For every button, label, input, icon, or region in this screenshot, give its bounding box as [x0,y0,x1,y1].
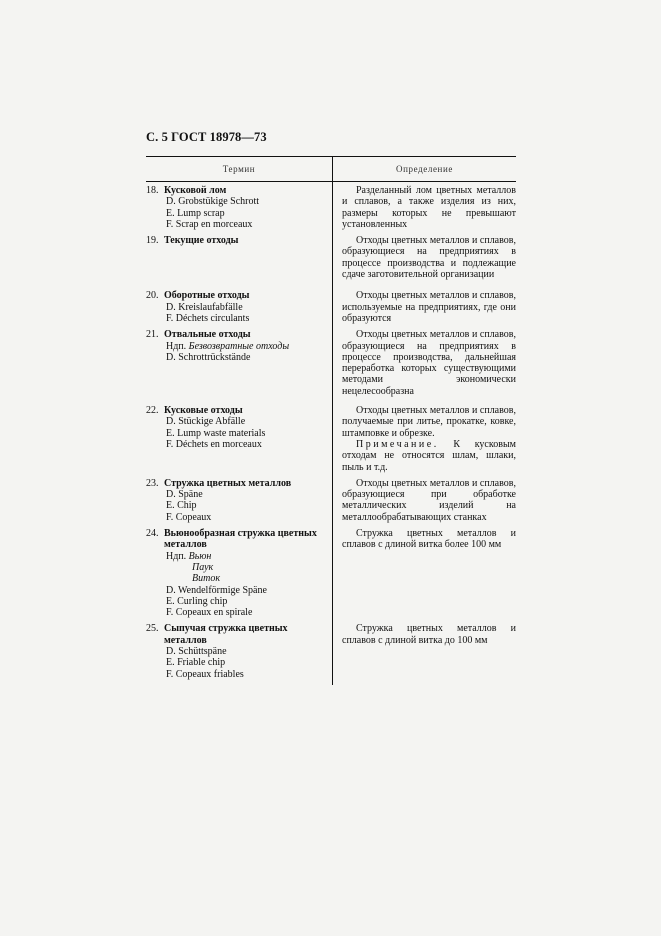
page-header: С. 5 ГОСТ 18978—73 [146,130,267,144]
term-name: Оборотные отходы [164,290,250,302]
term-number: 23. [146,477,159,489]
foreign-equivalent: E. Friable chip [166,657,226,669]
deprecated-term-line [146,341,329,352]
foreign-equivalent: E. Curling chip [166,595,228,607]
foreign-equivalent: F. Déchets circulants [166,312,250,324]
term-number: 18. [146,185,159,196]
foreign-equivalent: F. Copeaux friables [166,668,244,680]
term-heading [146,329,329,340]
deprecated-term: Безвозвратные отходы [188,340,290,352]
foreign-equivalent: E. Lump scrap [166,207,225,219]
term-name: Отвальные отходы [164,329,251,341]
definition-cell [332,528,516,618]
table-row [146,235,516,280]
foreign-equivalent: D. Kreislaufabfälle [166,301,243,313]
foreign-equivalent: E. Chip [166,500,197,512]
definition-text: Отходы цветных металлов и сплавов, получаемые при литье, прокатке, ковке, штамповке и обрезке. [342,405,516,439]
deprecated-label: Ндп. [166,340,187,352]
foreign-equivalent: D. Grobstükige Schrott [166,196,260,208]
term-cell [146,235,332,280]
definition-text: Разделанный лом цветных металлов и сплавов, а также изделия из них, размеры которых не превышают установленных [342,185,516,230]
foreign-equivalent: F. Déchets en morceaux [166,438,262,450]
term-number: 20. [146,290,159,302]
deprecated-term-line [146,551,329,562]
definition-text: Отходы цветных металлов и сплавов, образующиеся на предприятиях в процессе производства и подлежащие сдаче заготовительной организации [342,235,516,281]
terms-table [146,156,516,685]
deprecated-label: Ндп. [166,550,187,562]
term-cell [146,329,332,397]
note-paragraph [342,439,516,473]
foreign-equivalent: D. Wendelförmige Späne [166,584,267,596]
table-row [146,405,516,473]
entries-list [146,182,516,685]
term-name: Кусковой лом [164,185,227,196]
term-name: Вьюнообразная стружка цветных металлов [164,528,317,551]
foreign-equivalent: D. Stückige Abfälle [166,416,246,428]
foreign-equivalent: D. Späne [166,489,203,501]
column-header-definition: Определение [396,164,453,174]
term-heading [146,528,329,551]
term-heading [146,623,329,646]
definition-cell [332,329,516,397]
term-number: 25. [146,623,159,635]
table-row [146,623,516,679]
term-name: Кусковые отходы [164,405,243,417]
table-row [146,290,516,324]
definition-cell [332,623,516,679]
deprecated-term: Вьюн [188,550,212,562]
term-heading [146,478,329,489]
deprecated-term: Виток [192,573,221,585]
foreign-equivalent: D. Schrottrückstände [166,351,251,363]
column-divider [332,182,333,685]
table-row [146,528,516,618]
foreign-equivalent: D. Schüttspäne [166,645,227,657]
column-header-term: Термин [146,157,333,181]
definition-cell [332,185,516,230]
table-row [146,478,516,523]
table-row [146,329,516,397]
foreign-equivalent: F. Copeaux en spirale [166,607,253,619]
term-name: Стружка цветных металлов [164,477,292,489]
table-header [146,157,516,182]
definition-text: Отходы цветных металлов и сплавов, используемые на предприятиях, где они образуются [342,290,516,324]
term-cell [146,185,332,230]
term-heading [146,405,329,416]
term-heading [146,185,329,196]
term-cell [146,623,332,679]
table-body [146,182,516,685]
term-name: Сыпучая стружка цветных металлов [164,623,288,646]
definition-text: Отходы цветных металлов и сплавов, образующиеся при обработке металлических изделий на металлообрабатывающих станках [342,477,516,523]
foreign-equivalent: F. Scrap en morceaux [166,218,253,230]
term-cell [146,478,332,523]
foreign-equivalent: F. Copeaux [166,511,212,523]
term-name: Текущие отходы [164,235,239,247]
term-number: 24. [146,528,159,540]
note-text: К кусковым отходам не относятся шлам, шлаки, пыль и т.д. [342,438,516,473]
definition-cell [332,235,516,280]
definition-text: Стружка цветных металлов и сплавов с длиной витка более 100 мм [342,528,516,551]
term-heading [146,290,329,301]
term-number: 22. [146,405,159,417]
term-cell [146,528,332,618]
deprecated-term: Паук [192,561,214,573]
term-number: 19. [146,235,159,247]
term-cell [146,405,332,473]
definition-cell [332,478,516,523]
term-number: 21. [146,329,159,341]
foreign-equivalent: E. Lump waste materials [166,427,266,439]
definition-text: Отходы цветных металлов и сплавов, образующиеся на предприятиях в процессе производства, дальнейшая переработка которых существующими методами экономически нецелесообразна [342,329,516,397]
term-heading [146,235,329,246]
definition-text: Стружка цветных металлов и сплавов с длиной витка до 100 мм [342,623,516,646]
definition-cell [332,405,516,473]
table-row [146,185,516,230]
definition-cell [332,290,516,324]
term-cell [146,290,332,324]
note-label: Примечание. [356,438,439,450]
